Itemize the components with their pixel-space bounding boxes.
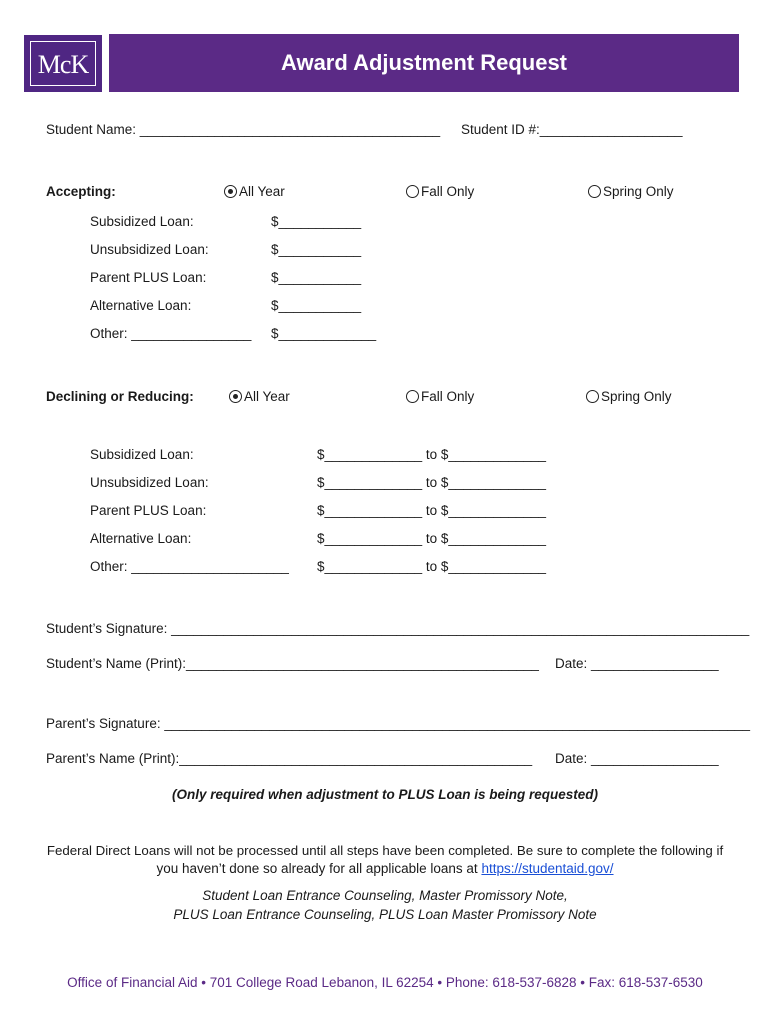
declining-label: Declining or Reducing: xyxy=(46,389,194,404)
radio-icon[interactable] xyxy=(406,390,419,403)
parent-print-name-field[interactable]: Parent’s Name (Print):_______________________________________________ xyxy=(46,751,533,766)
radio-selected-icon[interactable] xyxy=(229,390,242,403)
declining-row-range[interactable]: $_____________ to $_____________ xyxy=(317,531,546,546)
radio-icon[interactable] xyxy=(586,390,599,403)
accepting-row-label: Alternative Loan: xyxy=(90,298,192,313)
accepting-row-label: Subsidized Loan: xyxy=(90,214,194,229)
declining-option-spring-only[interactable]: Spring Only xyxy=(586,389,672,404)
studentaid-link[interactable]: https://studentaid.gov/ xyxy=(481,861,614,876)
declining-row-label: Subsidized Loan: xyxy=(90,447,194,462)
notice-line-2: you haven’t done so already for all applicable loans at https://studentaid.gov/ xyxy=(156,861,614,876)
accepting-row-label: Unsubsidized Loan: xyxy=(90,242,209,257)
accepting-option-spring-only[interactable]: Spring Only xyxy=(588,184,674,199)
accepting-row-label: Parent PLUS Loan: xyxy=(90,270,207,285)
radio-icon[interactable] xyxy=(588,185,601,198)
radio-selected-icon[interactable] xyxy=(224,185,237,198)
declining-row-other-label[interactable]: Other: _____________________ xyxy=(90,559,289,574)
accepting-row-amount[interactable]: $___________ xyxy=(271,242,362,257)
declining-row-range[interactable]: $_____________ to $_____________ xyxy=(317,475,546,490)
parent-signature-field[interactable]: Parent’s Signature: ______________________________________________________________________________ xyxy=(46,716,750,731)
accepting-row-amount[interactable]: $___________ xyxy=(271,214,362,229)
declining-row-label: Parent PLUS Loan: xyxy=(90,503,207,518)
declining-option-all-year[interactable]: All Year xyxy=(229,389,290,404)
declining-row-range[interactable]: $_____________ to $_____________ xyxy=(317,559,546,574)
declining-row-range[interactable]: $_____________ to $_____________ xyxy=(317,447,546,462)
accepting-row-amount[interactable]: $_____________ xyxy=(271,326,377,341)
notice-line-1: Federal Direct Loans will not be processed until all steps have been completed. Be sure to complete the following if xyxy=(46,843,724,858)
student-date-field[interactable]: Date: _________________ xyxy=(555,656,719,671)
notice-steps-2: PLUS Loan Entrance Counseling, PLUS Loan Master Promissory Note xyxy=(173,907,597,922)
college-logo xyxy=(24,35,102,92)
declining-option-fall-only[interactable]: Fall Only xyxy=(406,389,474,404)
radio-icon[interactable] xyxy=(406,185,419,198)
footer-contact: Office of Financial Aid • 701 College Road Lebanon, IL 62254 • Phone: 618-537-6828 • Fax: 618-537-6530 xyxy=(67,975,703,990)
student-name-field[interactable]: Student Name: ________________________________________ xyxy=(46,122,441,137)
accepting-label: Accepting: xyxy=(46,184,116,199)
declining-row-range[interactable]: $_____________ to $_____________ xyxy=(317,503,546,518)
parent-date-field[interactable]: Date: _________________ xyxy=(555,751,719,766)
accepting-option-fall-only[interactable]: Fall Only xyxy=(406,184,474,199)
accepting-row-amount[interactable]: $___________ xyxy=(271,298,362,313)
student-signature-field[interactable]: Student’s Signature: _____________________________________________________________________________ xyxy=(46,621,750,636)
logo-text: McK xyxy=(30,41,96,86)
declining-row-label: Alternative Loan: xyxy=(90,531,192,546)
plus-loan-note: (Only required when adjustment to PLUS Loan is being requested) xyxy=(171,787,599,802)
student-id-field[interactable]: Student ID #:___________________ xyxy=(461,122,683,137)
declining-row-label: Unsubsidized Loan: xyxy=(90,475,209,490)
accepting-row-amount[interactable]: $___________ xyxy=(271,270,362,285)
accepting-option-all-year[interactable]: All Year xyxy=(224,184,285,199)
notice-steps-1: Student Loan Entrance Counseling, Master Promissory Note, xyxy=(202,888,568,903)
accepting-row-other-label[interactable]: Other: ________________ xyxy=(90,326,252,341)
student-print-name-field[interactable]: Student’s Name (Print):_______________________________________________ xyxy=(46,656,539,671)
page-title: Award Adjustment Request xyxy=(109,34,739,92)
